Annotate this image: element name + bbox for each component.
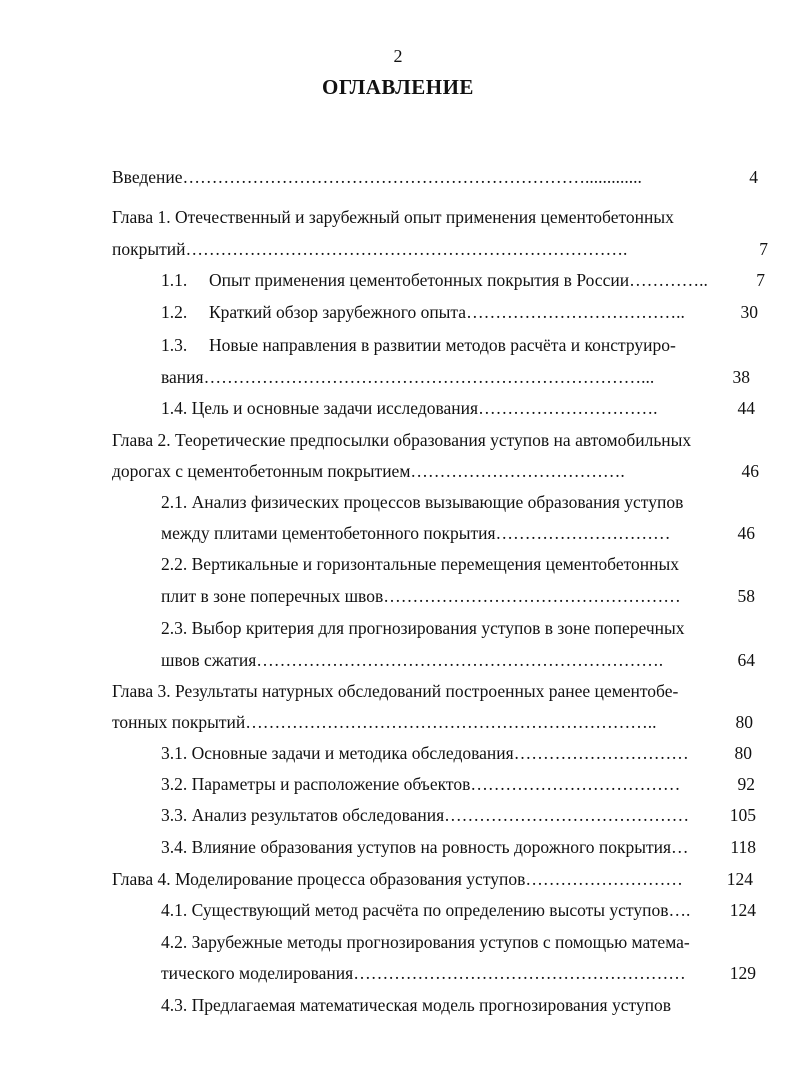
dot-leader: ….: [668, 900, 691, 920]
toc-entry-text: 4.1. Существующий метод расчёта по определению высоты уступов: [161, 900, 669, 920]
toc-entry-4-2: 4.2. Зарубежные методы прогнозирования уступов с помощью матема-: [161, 932, 690, 952]
toc-page-number: 92: [737, 774, 755, 794]
toc-entry-chapter-3: Глава 3. Результаты натурных обследований построенных ранее цементобе-: [112, 681, 679, 701]
toc-entry-4-1: [161, 899, 756, 921]
toc-entry-1-2: [161, 301, 758, 323]
toc-entry-chapter-3-cont: [112, 711, 753, 733]
toc-entry-text: 3.4. Влияние образования уступов на ровность дорожного покрытия: [161, 837, 672, 857]
toc-page-number: 46: [737, 523, 755, 543]
toc-page-number: 105: [729, 805, 756, 825]
dot-leader: ……………………………….: [410, 461, 625, 481]
toc-entry-2-1-cont: [161, 522, 755, 544]
toc-entry-2-2-cont: [161, 585, 755, 607]
toc-entry-chapter-2-cont: [112, 460, 759, 482]
toc-page-number: 124: [726, 869, 753, 889]
toc-entry-3-2: [161, 773, 755, 795]
toc-entry-2-1: 2.1. Анализ физических процессов вызывающие образования уступов: [161, 492, 684, 512]
toc-page-number: 7: [756, 270, 765, 290]
dot-leader: ………………………: [525, 869, 683, 889]
toc-entry-text: покрытий: [112, 239, 186, 259]
dot-leader: …………………………………………………: [353, 963, 686, 983]
toc-entry-chapter-1: Глава 1. Отечественный и зарубежный опыт применения цементобетонных: [112, 207, 674, 227]
toc-entry-3-1: [161, 742, 752, 764]
dot-leader: ……………………………………: [444, 805, 690, 825]
dot-leader: …: [671, 837, 689, 857]
toc-entry-text: швов сжатия: [161, 650, 257, 670]
toc-entry-text: 3.1. Основные задачи и методика обследования: [161, 743, 514, 763]
toc-entry-4-3: 4.3. Предлагаемая математическая модель прогнозирования уступов: [161, 995, 672, 1015]
toc-entry-text: Новые направления в развитии методов расчёта и конструиро-: [209, 335, 676, 355]
toc-page-number: 80: [735, 712, 753, 732]
toc-entry-chapter-4: [112, 868, 753, 890]
page-number: 2: [393, 46, 403, 66]
toc-page-number: 7: [759, 239, 768, 259]
toc-entry-text: 3.2. Параметры и расположение объектов: [161, 774, 471, 794]
toc-entry-text: Опыт применения цементобетонных покрытия в России: [209, 270, 630, 290]
toc-entry-intro: [112, 166, 758, 188]
toc-page-number: 129: [729, 963, 756, 983]
toc-entry-1-4: [161, 397, 755, 419]
section-number: 1.2.: [161, 302, 188, 322]
toc-entry-text: 3.3. Анализ результатов обследования: [161, 805, 445, 825]
dot-leader: ………………………………………………………………….: [185, 239, 628, 259]
page-title: ОГЛАВЛЕНИЕ: [322, 75, 474, 99]
toc-entry-text: Введение: [112, 167, 183, 187]
toc-entry-text: плит в зоне поперечных швов: [161, 586, 384, 606]
toc-entry-1-3: [161, 334, 676, 356]
toc-page-number: 64: [737, 650, 755, 670]
dot-leader: ……………………………………………: [383, 586, 681, 606]
toc-page-number: 124: [729, 900, 756, 920]
dot-leader: …………..: [629, 270, 708, 290]
dot-leader: …………………………………………………………….............: [182, 167, 642, 187]
toc-entry-text: 1.4. Цель и основные задачи исследования: [161, 398, 479, 418]
dot-leader: …………………………: [495, 523, 671, 543]
dot-leader: …………………………: [513, 743, 689, 763]
toc-page-number: 118: [730, 837, 756, 857]
toc-page-number: 30: [740, 302, 758, 322]
toc-entry-2-3: 2.3. Выбор критерия для прогнозирования уступов в зоне поперечных: [161, 618, 685, 638]
toc-entry-2-3-cont: [161, 649, 755, 671]
toc-page-number: 4: [749, 167, 758, 187]
toc-entry-3-3: [161, 804, 756, 826]
toc-page-number: 80: [734, 743, 752, 763]
toc-page-number: 38: [732, 367, 750, 387]
toc-entry-text: тонных покрытий: [112, 712, 246, 732]
toc-entry-chapter-1-cont: [112, 238, 768, 260]
dot-leader: ………………………………..: [466, 302, 685, 322]
section-number: 1.3.: [161, 335, 188, 355]
toc-entry-text: тического моделирования: [161, 963, 354, 983]
toc-entry-1-3-cont: [161, 366, 750, 388]
toc-page-number: 44: [737, 398, 755, 418]
toc-entry-3-4: [161, 836, 756, 858]
toc-entry-text: между плитами цементобетонного покрытия: [161, 523, 496, 543]
toc-entry-4-2-cont: [161, 962, 756, 984]
toc-entry-text: дорогах с цементобетонным покрытием: [112, 461, 411, 481]
toc-entry-2-2: 2.2. Вертикальные и горизонтальные перемещения цементобетонных: [161, 554, 680, 574]
dot-leader: ………………………….: [478, 398, 658, 418]
dot-leader: …………………………………………………………….: [256, 650, 664, 670]
toc-entry-chapter-2: Глава 2. Теоретические предпосылки образования уступов на автомобильных: [112, 430, 692, 450]
toc-entry-1-1: [161, 269, 765, 291]
dot-leader: ……………………………………………………………..: [245, 712, 657, 732]
dot-leader: ………………………………: [470, 774, 681, 794]
toc-page-number: 46: [741, 461, 759, 481]
toc-entry-text: Глава 4. Моделирование процесса образования уступов: [112, 869, 526, 889]
toc-entry-text: вания: [161, 367, 204, 387]
section-number: 1.1.: [161, 270, 188, 290]
dot-leader: …………………………………………………………………...: [203, 367, 655, 387]
toc-page-number: 58: [737, 586, 755, 606]
toc-entry-text: Краткий обзор зарубежного опыта: [209, 302, 467, 322]
